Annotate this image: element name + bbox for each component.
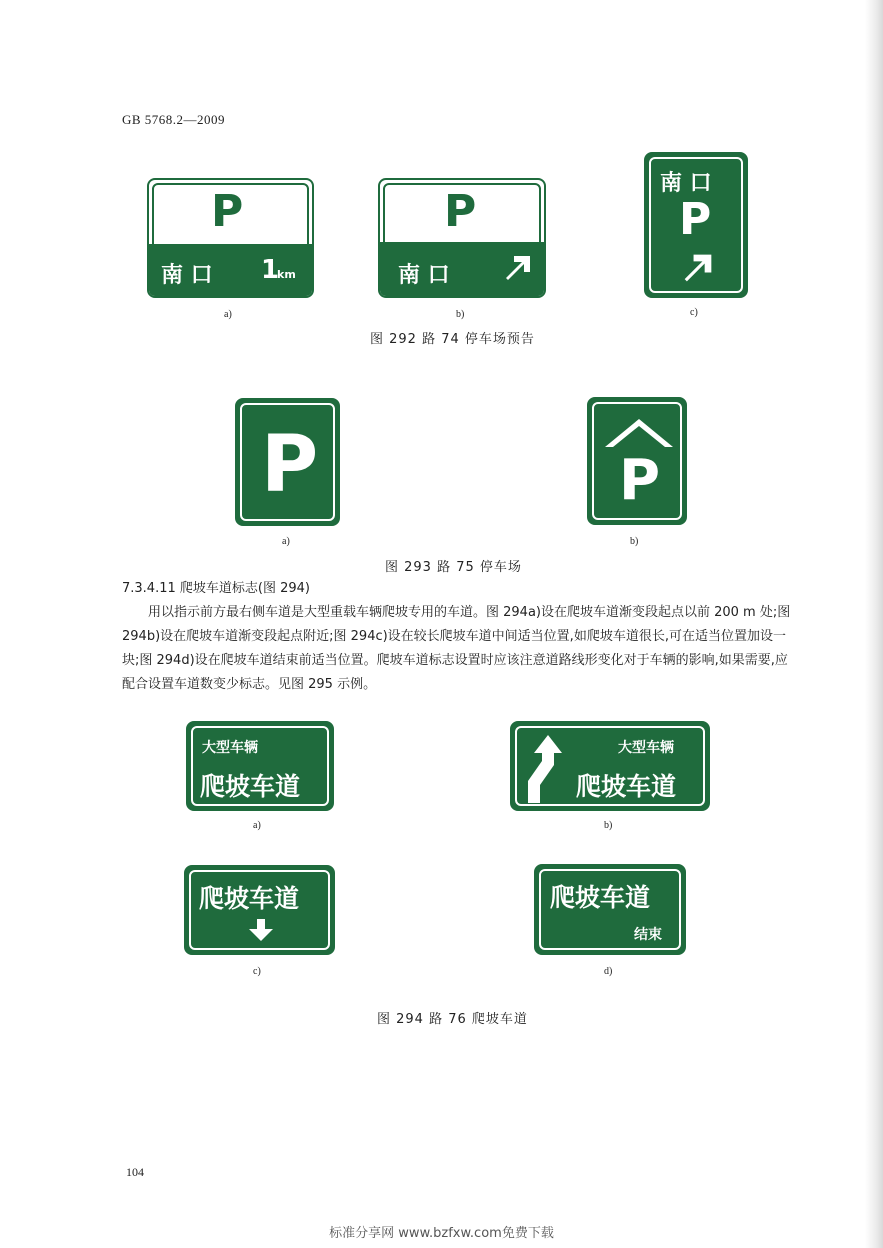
parking-p: P [211, 186, 244, 237]
parking-p: P [619, 448, 661, 513]
sign-main-text: 爬坡车道 [576, 772, 677, 801]
sign-main-text: 爬坡车道 [550, 883, 651, 912]
lane-branch-arrow-icon [522, 731, 562, 807]
label-293a: a) [282, 536, 290, 547]
sign-294d [534, 864, 686, 955]
sign-place-name: 南 口 [161, 263, 213, 288]
page-number: 104 [126, 1165, 144, 1179]
sign-292a [147, 178, 314, 298]
sign-294c [184, 865, 335, 955]
download-footer: 标准分享网 www.bzfxw.com免费下载 [329, 1226, 554, 1241]
label-294a: a) [253, 820, 261, 831]
arrow-down-icon [247, 917, 275, 943]
label-292c: c) [690, 307, 698, 318]
sign-place-name: 南 口 [398, 263, 450, 288]
label-294d: d) [604, 966, 613, 977]
caption-293: 图 293 路 75 停车场 [385, 560, 522, 575]
arrow-up-right-icon [678, 248, 718, 288]
sign-292c [644, 152, 748, 298]
caption-292: 图 292 路 74 停车场预告 [370, 332, 535, 347]
sign-294a [186, 721, 334, 811]
sign-distance-unit: km [277, 268, 296, 281]
page-edge-shadow [865, 0, 883, 1248]
sign-292b [378, 178, 546, 298]
sign-distance: 1 [261, 255, 280, 285]
sign-vehicle-text: 大型车辆 [618, 740, 674, 756]
section-paragraph: 用以指示前方最右侧车道是大型重载车辆爬坡专用的车道。图 294a)设在爬坡车道渐变段起点以前 200 m 处;图 294b)设在爬坡车道渐变段起点附近;图 294c)设在较长爬坡车道中间适当位置,如爬坡车道很长,可在适当位置加设一块;图 294d)设在爬坡车道结束前适当位置。爬坡车道标志设置时应该注意道路线形变化对于车辆的影响,如果需要,应配合设置车道数变少标志。见图 295 示例。 [122, 605, 791, 692]
label-292a: a) [224, 309, 232, 320]
label-292b: b) [456, 309, 465, 320]
sign-place-name: 南 口 [660, 171, 712, 196]
section-heading: 7.3.4.11 爬坡车道标志(图 294) [122, 581, 310, 596]
label-293b: b) [630, 536, 639, 547]
sign-293b [587, 397, 687, 525]
arrow-up-right-icon [500, 250, 536, 286]
sign-main-text: 爬坡车道 [200, 772, 301, 801]
sign-293a [235, 398, 340, 526]
sign-end-text: 结束 [634, 927, 662, 943]
label-294c: c) [253, 966, 261, 977]
standard-code: GB 5768.2—2009 [122, 112, 226, 127]
sign-vehicle-text: 大型车辆 [202, 740, 258, 756]
sign-main-text: 爬坡车道 [199, 884, 300, 913]
parking-p: P [261, 420, 319, 510]
parking-p: P [679, 194, 712, 245]
parking-p: P [444, 186, 477, 237]
caption-294: 图 294 路 76 爬坡车道 [377, 1012, 528, 1027]
label-294b: b) [604, 820, 613, 831]
sign-294b [510, 721, 710, 811]
